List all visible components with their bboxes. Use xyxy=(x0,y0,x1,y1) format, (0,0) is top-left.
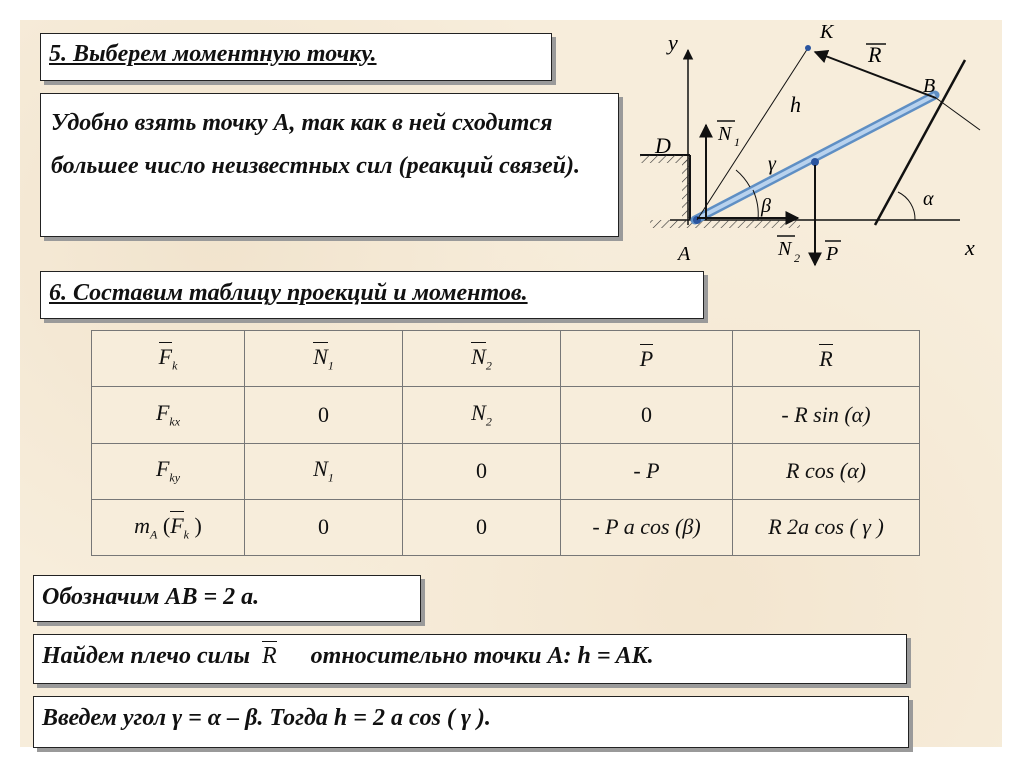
cell-fkx-label: $F_{kx}$ xyxy=(92,387,245,443)
note-denote: Обозначим АВ = 2 а. xyxy=(42,584,260,610)
cell-fky-r: R cos (α) xyxy=(733,443,920,499)
alpha-arc xyxy=(898,192,915,220)
cell-ma-n1: 0 xyxy=(245,499,403,555)
label-y: y xyxy=(668,30,678,55)
mechanics-figure xyxy=(640,20,1002,275)
label-gamma: γ xyxy=(768,153,776,175)
note-arm-prefix: Найдем плечо силы xyxy=(42,643,256,669)
gamma-arc xyxy=(736,170,750,187)
label-alpha: α xyxy=(923,188,934,210)
cell-fky-p: - P xyxy=(561,443,733,499)
cell-fky-label: $F_{ky}$ xyxy=(92,443,245,499)
cell-ma-label: $m_A$ ($F_k$ ) xyxy=(92,499,245,555)
header-p: P xyxy=(561,331,733,387)
cell-ma-n2: 0 xyxy=(403,499,561,555)
cell-ma-r: R 2a cos ( γ ) xyxy=(733,499,920,555)
label-p: P xyxy=(826,243,839,265)
rod-center-point xyxy=(811,158,819,166)
step5-title-box xyxy=(40,33,552,81)
step5-body: Удобно взять точку А, так как в ней сходится большее число неизвестных сил (реакций связей). xyxy=(51,110,580,179)
label-a: A xyxy=(678,243,691,265)
label-n2-sub: 2 xyxy=(794,251,800,265)
cell-fkx-n2: $N_2$ xyxy=(403,387,561,443)
cell-fky-n2: 0 xyxy=(403,443,561,499)
note-angle: Введем угол γ = α – β. Тогда h = 2 а cos ( γ ). xyxy=(42,705,491,731)
header-fk: $F_k$ xyxy=(92,331,245,387)
note-denote-box xyxy=(33,575,421,622)
cell-fkx-r: - R sin (α) xyxy=(733,387,920,443)
label-beta: β xyxy=(761,195,771,217)
table-row-fky xyxy=(92,443,920,499)
step6-title: 6. Составим таблицу проекций и моментов. xyxy=(49,280,528,306)
label-x: x xyxy=(965,235,975,260)
projections-table xyxy=(91,330,920,556)
label-r: R xyxy=(868,42,882,67)
note-arm-suffix: относительно точки А: h = AK. xyxy=(310,643,654,669)
beta-arc xyxy=(753,190,758,220)
table-row-fkx xyxy=(92,387,920,443)
label-d: D xyxy=(655,133,671,158)
table-row-ma xyxy=(92,499,920,555)
cell-fkx-n1: 0 xyxy=(245,387,403,443)
cell-ma-p: - P a cos (β) xyxy=(561,499,733,555)
cell-fkx-p: 0 xyxy=(561,387,733,443)
label-n1-sub: 1 xyxy=(734,135,740,149)
label-h: h xyxy=(790,92,801,117)
cell-fky-n1: $N_1$ xyxy=(245,443,403,499)
label-n1: N xyxy=(718,123,732,145)
step6-title-box xyxy=(40,271,704,319)
note-angle-box xyxy=(33,696,909,748)
label-n2: N xyxy=(778,238,792,260)
header-n2: $N_2$ xyxy=(403,331,561,387)
label-b: B xyxy=(923,75,936,97)
step5-body-box xyxy=(40,93,619,237)
wall-hatch xyxy=(682,155,690,222)
note-arm-box xyxy=(33,634,907,684)
floor-hatch xyxy=(650,220,800,228)
step5-title: 5. Выберем моментную точку. xyxy=(49,41,377,67)
note-arm-force: R xyxy=(261,643,277,669)
force-r-line xyxy=(936,98,980,130)
header-n1: $N_1$ xyxy=(245,331,403,387)
inclined-plane xyxy=(875,60,965,225)
label-k: K xyxy=(820,21,834,43)
point-k-dot xyxy=(805,45,811,51)
header-r: R xyxy=(733,331,920,387)
table-header-row xyxy=(92,331,920,387)
